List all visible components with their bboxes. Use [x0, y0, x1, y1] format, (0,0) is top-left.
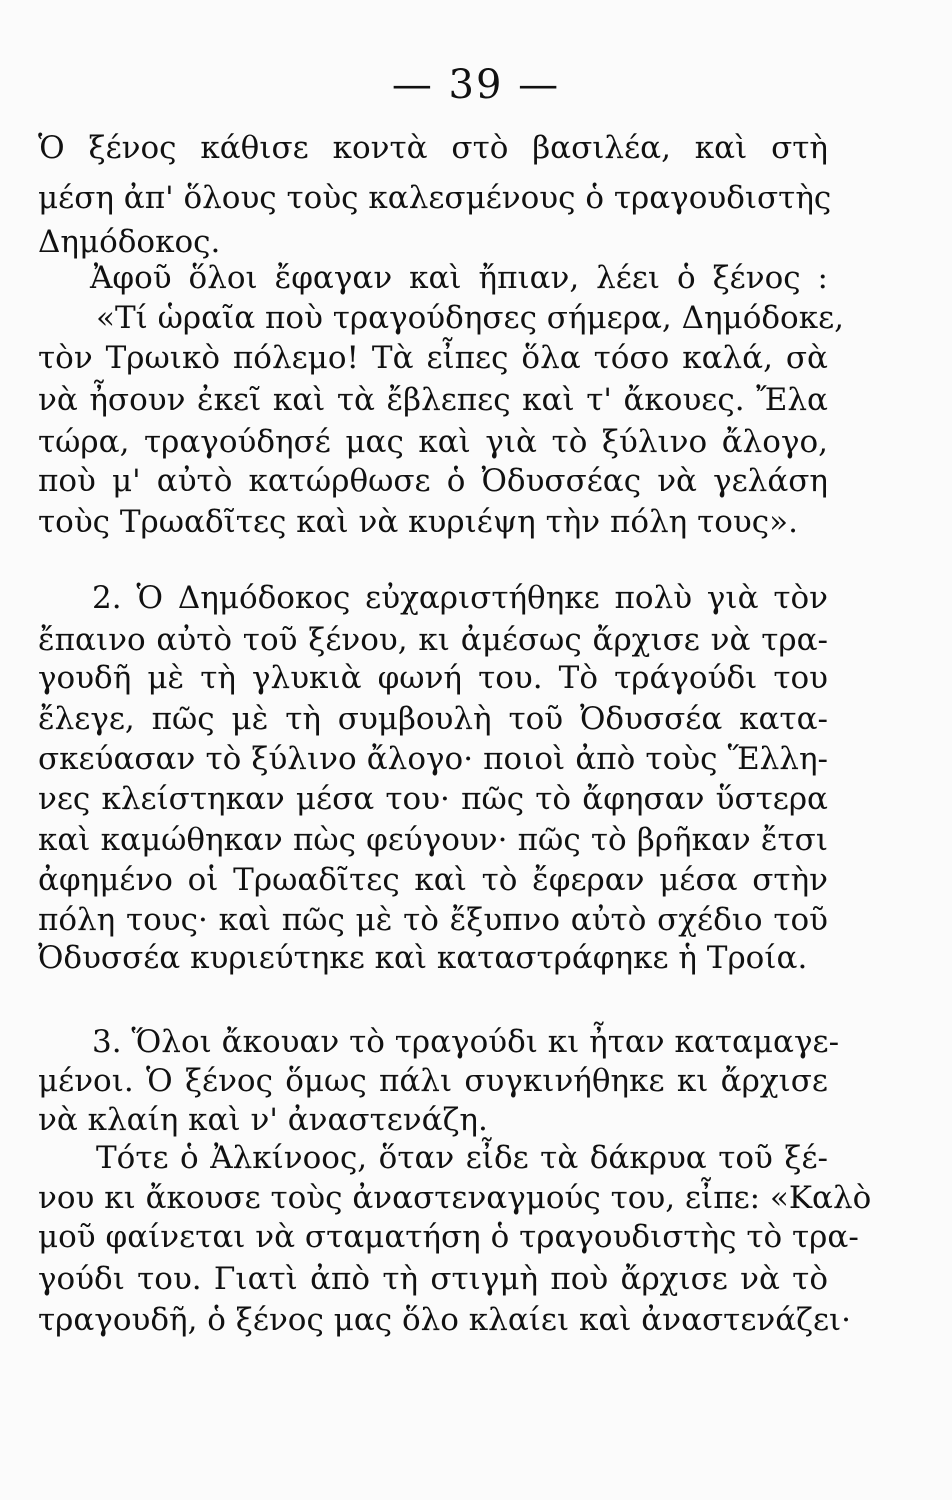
text-line: «Τί ὡραῖα ποὺ τραγούδησες σήμερα, Δημόδοκε, [96, 300, 844, 336]
text-line: τὸν Τρωικὸ πόλεμο! Τὰ εἶπες ὅλα τόσο καλά, σὰ [38, 340, 828, 376]
text-line: καὶ καμώθηκαν πὼς φεύγουν· πῶς τὸ βρῆκαν ἔτσι [38, 822, 828, 858]
text-line: Δημόδοκος. [38, 224, 221, 260]
text-line: μέση ἀπ' ὅλους τοὺς καλεσμένους ὁ τραγουδιστὴς [38, 180, 832, 216]
text-line: Ὁ ξένος κάθισε κοντὰ στὸ βασιλέα, καὶ στὴ [38, 130, 828, 166]
text-line: ποὺ μ' αὐτὸ κατώρθωσε ὁ Ὀδυσσέας νὰ γελάση [38, 463, 828, 499]
text-line: μένοι. Ὁ ξένος ὅμως πάλι συγκινήθηκε κι ἄρχισε [38, 1063, 828, 1099]
text-line: γούδι του. Γιατὶ ἀπὸ τὴ στιγμὴ ποὺ ἄρχισε νὰ τὸ [38, 1261, 828, 1297]
text-line: ἔλεγε, πῶς μὲ τὴ συμβουλὴ τοῦ Ὀδυσσέα κατα- [38, 701, 828, 737]
text-line: τραγουδῆ, ὁ ξένος μας ὅλο κλαίει καὶ ἀναστενάζει· [38, 1302, 852, 1338]
text-line: τοὺς Τρωαδῖτες καὶ νὰ κυριέψη τὴν πόλη τους». [38, 504, 798, 540]
text-line: νες κλείστηκαν μέσα του· πῶς τὸ ἄφησαν ὕστερα [38, 781, 828, 817]
text-line: Τότε ὁ Ἀλκίνοος, ὅταν εἶδε τὰ δάκρυα τοῦ ξέ- [96, 1140, 828, 1176]
text-line: 3. Ὅλοι ἄκουαν τὸ τραγούδι κι ἦταν καταμαγε- [92, 1024, 840, 1060]
text-line: πόλη τους· καὶ πῶς μὲ τὸ ἔξυπνο αὐτὸ σχέδιο τοῦ [38, 902, 828, 938]
text-line: μοῦ φαίνεται νὰ σταματήση ὁ τραγουδιστὴς τὸ τρα- [38, 1219, 859, 1255]
text-line: γουδῆ μὲ τὴ γλυκιὰ φωνή του. Τὸ τράγούδι του [38, 660, 828, 696]
text-line: Ἀφοῦ ὅλοι ἔφαγαν καὶ ἤπιαν, λέει ὁ ξένος : [90, 260, 828, 296]
text-line: 2. Ὁ Δημόδοκος εὐχαριστήθηκε πολὺ γιὰ τὸν [92, 580, 828, 616]
text-line: σκεύασαν τὸ ξύλινο ἄλογο· ποιοὶ ἀπὸ τοὺς Ἕλλη- [38, 741, 828, 777]
text-line: τώρα, τραγούδησέ μας καὶ γιὰ τὸ ξύλινο ἄλογο, [38, 424, 828, 460]
text-line: ἀφημένο οἱ Τρωαδῖτες καὶ τὸ ἔφεραν μέσα στὴν [38, 862, 828, 898]
text-line: νὰ κλαίη καὶ ν' ἀναστενάζη. [38, 1102, 488, 1138]
text-line: Ὀδυσσέα κυριεύτηκε καὶ καταστράφηκε ἡ Τροία. [38, 940, 808, 976]
text-line: νου κι ἄκουσε τοὺς ἀναστεναγμούς του, εἶπε: «Καλὸ [38, 1180, 872, 1216]
text-line: νὰ ἦσουν ἐκεῖ καὶ τὰ ἔβλεπες καὶ τ' ἄκουες. Ἔλα [38, 382, 828, 418]
page-number: — 39 — [391, 62, 561, 108]
text-line: ἔπαινο αὐτὸ τοῦ ξένου, κι ἀμέσως ἄρχισε νὰ τρα- [38, 622, 828, 658]
